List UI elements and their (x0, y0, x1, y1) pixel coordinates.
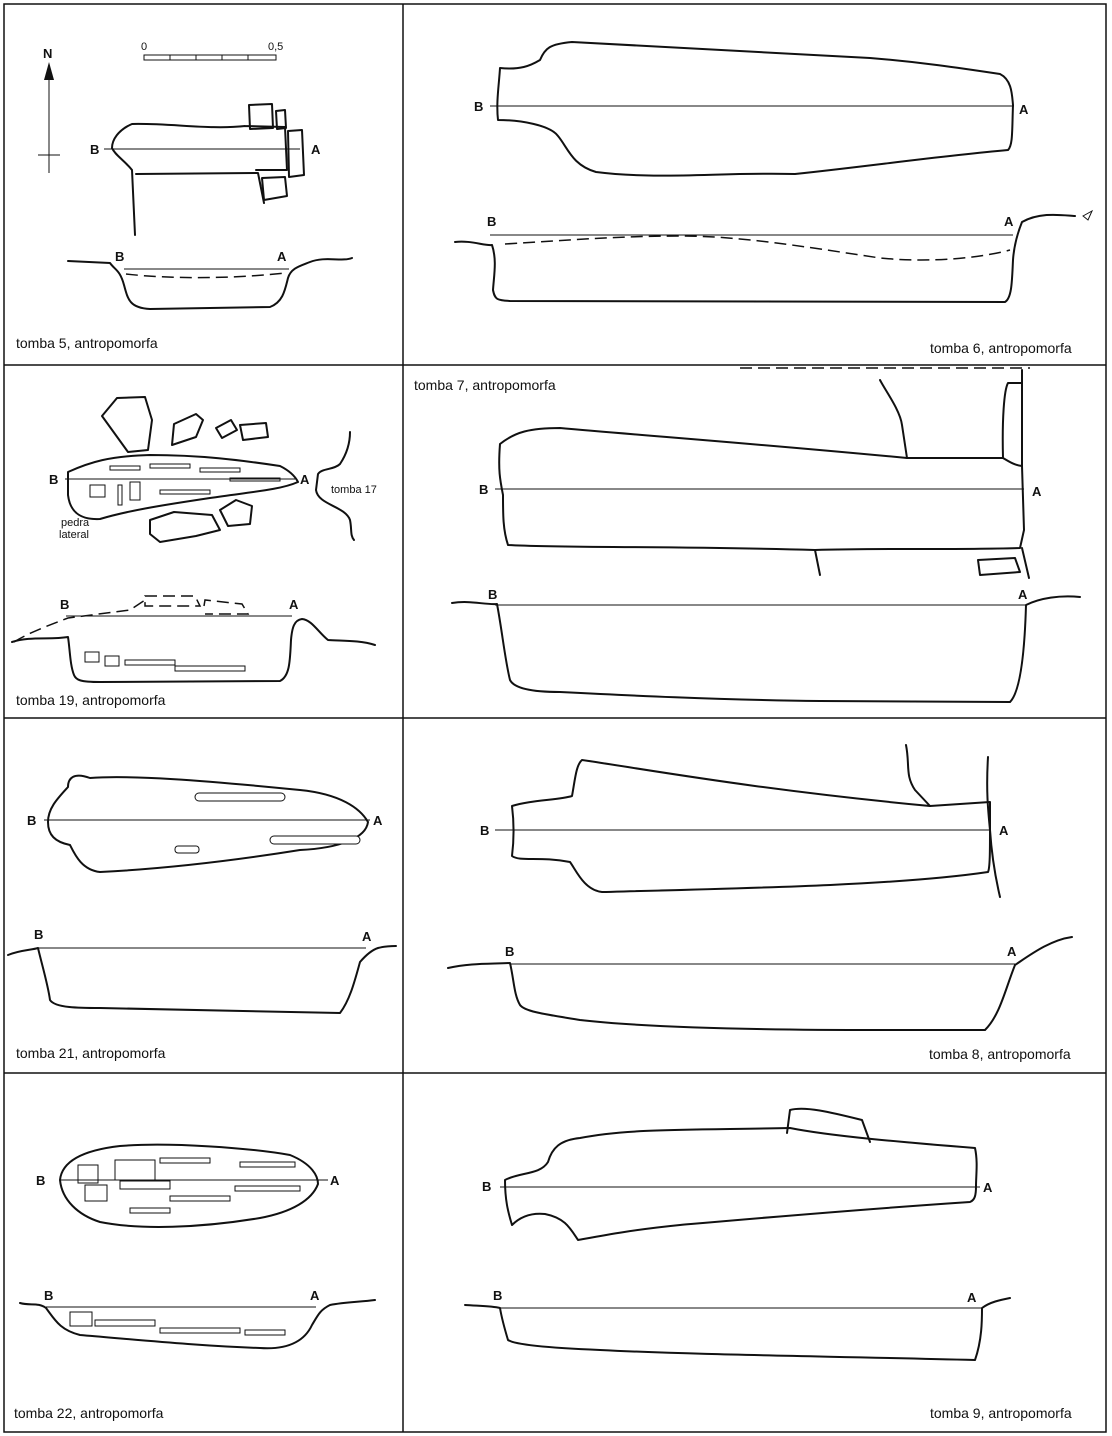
caption-tomba-22: tomba 22, antropomorfa (14, 1405, 164, 1421)
skeleton-bones (90, 464, 280, 505)
stone (150, 512, 220, 542)
label-b: B (480, 823, 490, 838)
panel-tomba-6 (455, 42, 1092, 356)
caption-tomba-5: tomba 5, antropomorfa (16, 335, 158, 351)
tomb-21-plan (48, 776, 368, 872)
bone (195, 793, 285, 801)
label-b: B (34, 927, 44, 942)
bone (270, 836, 360, 844)
label-b: B (115, 249, 125, 264)
stone (978, 558, 1020, 575)
caption-tomba-8: tomba 8, antropomorfa (929, 1046, 1071, 1062)
label-b: B (60, 597, 70, 612)
label-b: B (474, 99, 484, 114)
stone (172, 414, 203, 445)
label-a: A (330, 1173, 340, 1188)
label-a: A (1018, 587, 1028, 602)
panel-tomba-21 (8, 776, 396, 1061)
scale-end-label: 0,5 (268, 41, 284, 53)
label-b: B (487, 214, 497, 229)
skeleton-bones (78, 1158, 300, 1213)
caption-tomba-7: tomba 7, antropomorfa (414, 377, 556, 393)
tomba-17-label: tomba 17 (331, 484, 377, 496)
caption-tomba-6: tomba 6, antropomorfa (930, 340, 1072, 356)
label-a: A (1007, 944, 1017, 959)
label-b: B (49, 472, 59, 487)
label-b: B (90, 142, 100, 157)
label-b: B (482, 1179, 492, 1194)
pedra-lateral-label-2: lateral (59, 529, 89, 541)
label-a: A (1019, 102, 1029, 117)
label-a: A (983, 1180, 993, 1195)
section-bones (85, 652, 245, 671)
label-a: A (1004, 214, 1014, 229)
label-b: B (479, 482, 489, 497)
tomb-9-plan (505, 1128, 977, 1240)
label-b: B (505, 944, 515, 959)
tomb-5-stone (288, 130, 304, 177)
stone (102, 397, 152, 452)
label-b: B (488, 587, 498, 602)
tomb-6-section (455, 215, 1075, 302)
tomb-5-plan (112, 124, 287, 235)
label-a: A (373, 813, 383, 828)
stone (220, 500, 252, 526)
label-a: A (362, 929, 372, 944)
tomb-5-stone (262, 177, 287, 200)
label-a: A (300, 472, 310, 487)
tomb-8-section (448, 937, 1072, 1030)
label-b: B (27, 813, 37, 828)
panel-tomba-22 (14, 1145, 375, 1421)
caption-tomba-9: tomba 9, antropomorfa (930, 1405, 1072, 1421)
caption-tomba-19: tomba 19, antropomorfa (16, 692, 166, 708)
label-a: A (277, 249, 287, 264)
label-b: B (44, 1288, 54, 1303)
label-a: A (999, 823, 1009, 838)
label-a: A (289, 597, 299, 612)
label-a: A (310, 1288, 320, 1303)
section-bones (70, 1312, 285, 1335)
tomb-7-section (452, 596, 1080, 702)
label-b: B (493, 1288, 503, 1303)
tomb-8-plan (512, 760, 990, 892)
panel-tomba-19 (12, 397, 377, 708)
tomb-19-section (12, 619, 375, 682)
scale-bar (141, 41, 283, 60)
tomb-21-section (8, 946, 396, 1013)
north-arrow-icon (38, 46, 60, 173)
label-a: A (967, 1290, 977, 1305)
north-label: N (43, 46, 53, 61)
tomb-6-plan (497, 42, 1013, 176)
caption-tomba-21: tomba 21, antropomorfa (16, 1045, 166, 1061)
label-a: A (311, 142, 321, 157)
tomb-5-section (68, 258, 352, 309)
label-b: B (36, 1173, 46, 1188)
panel-tomba-9 (465, 1109, 1072, 1421)
panel-tomba-7 (414, 368, 1080, 702)
bone (175, 846, 199, 853)
stone (216, 420, 237, 438)
scale-start-label: 0 (141, 41, 148, 53)
label-a: A (1032, 484, 1042, 499)
stone (240, 423, 268, 440)
pedra-lateral-label: pedra (61, 517, 90, 529)
panel-tomba-8 (448, 745, 1072, 1062)
tomb-9-section (465, 1298, 1010, 1360)
panel-tomba-5 (16, 104, 352, 351)
